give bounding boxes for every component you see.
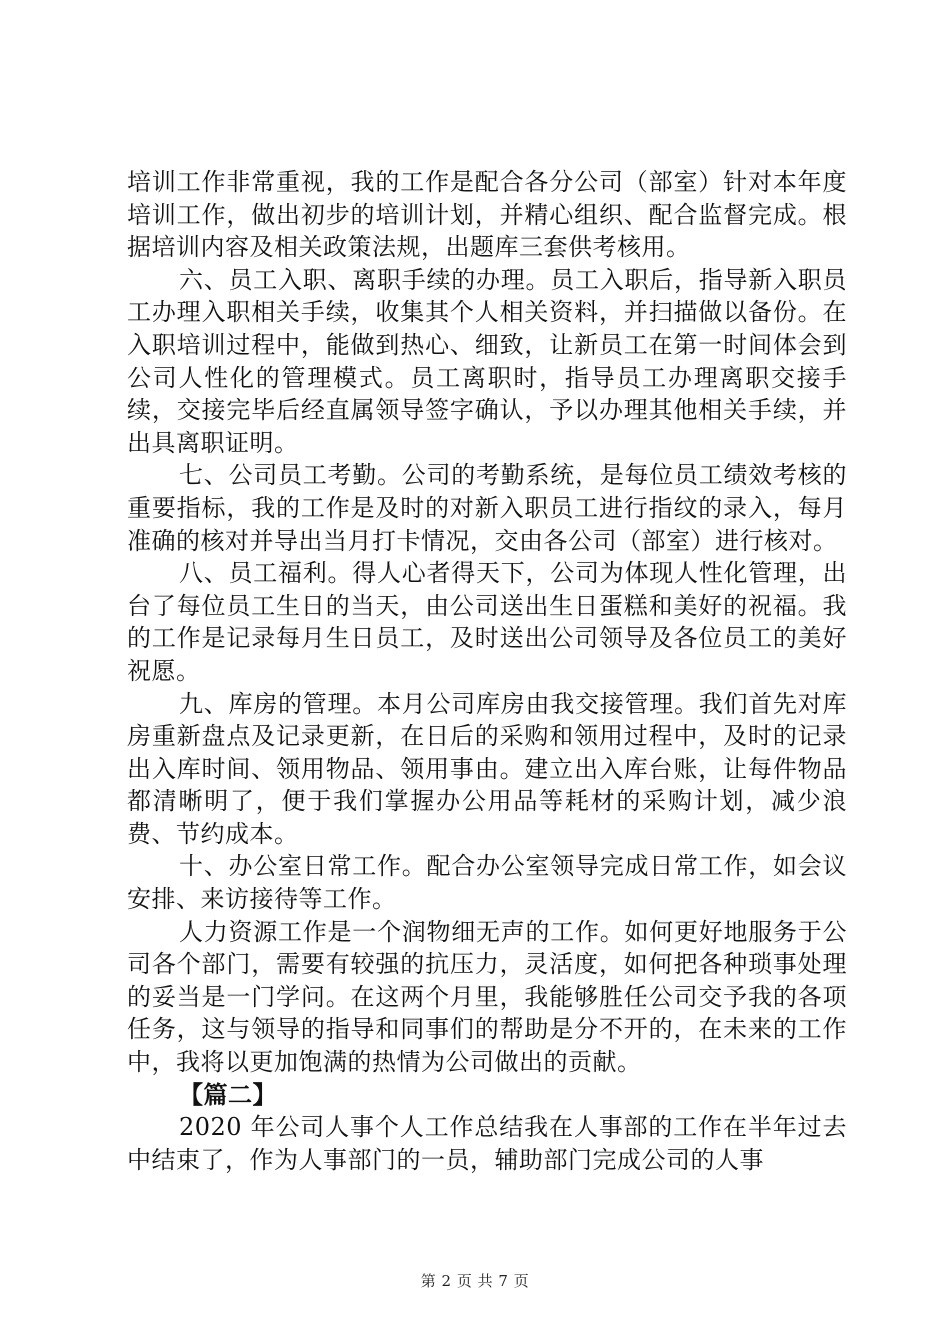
paragraph-onboarding: 六、员工入职、离职手续的办理。员工入职后，指导新入职员工办理入职相关手续，收集其个人相关资料，并扫描做以备份。在入职培训过程中，能做到热心、细致，让新员工在第一时间体会到公司人性化的管理模式。员工离职时，指导员工办理离职交接手续，交接完毕后经直属领导签字确认，予以办理其他相关手续，并出具离职证明。 xyxy=(127,265,847,457)
page-footer xyxy=(0,1271,950,1291)
paragraph-warehouse: 九、库房的管理。本月公司库房由我交接管理。我们首先对库房重新盘点及记录更新，在日后的采购和领用过程中，及时的记录出入库时间、领用物品、领用事由。建立出入库台账，让每件物品都清晰明了，便于我们掌握办公用品等耗材的采购计划，减少浪费、节约成本。 xyxy=(127,689,847,848)
document-body xyxy=(127,166,847,1176)
paragraph-training: 培训工作非常重视，我的工作是配合各分公司（部室）针对本年度培训工作，做出初步的培训计划，并精心组织、配合监督完成。根据培训内容及相关政策法规，出题库三套供考核用。 xyxy=(127,168,847,262)
page-number: 第 2 页 共 7 页 xyxy=(420,1272,530,1290)
paragraph-office-daily: 十、办公室日常工作。配合办公室领导完成日常工作，如会议安排、来访接待等工作。 xyxy=(127,852,847,914)
section-heading: 【篇二】 xyxy=(179,1079,277,1109)
paragraph-attendance: 七、公司员工考勤。公司的考勤系统，是每位员工绩效考核的重要指标，我的工作是及时的对新入职员工进行指纹的录入，每月准确的核对并导出当月打卡情况，交由各公司（部室）进行核对。 xyxy=(127,461,847,555)
paragraph-conclusion: 人力资源工作是一个润物细无声的工作。如何更好地服务于公司各个部门，需要有较强的抗压力，灵活度，如何把各种琐事处理的妥当是一门学问。在这两个月里，我能够胜任公司交予我的各项任务，这与领导的指导和同事们的帮助是分不开的，在未来的工作中，我将以更加饱满的热情为公司做出的贡献。 xyxy=(127,917,847,1077)
paragraph-welfare: 八、员工福利。得人心者得天下，公司为体现人性化管理，出台了每位员工生日的当天，由公司送出生日蛋糕和美好的祝福。我的工作是记录每月生日员工，及时送出公司领导及各位员工的美好祝愿。 xyxy=(127,559,847,685)
paragraph-part-two-intro: 2020 年公司人事个人工作总结我在人事部的工作在半年过去中结束了，作为人事部门的一员，辅助部门完成公司的人事 xyxy=(127,1113,847,1174)
